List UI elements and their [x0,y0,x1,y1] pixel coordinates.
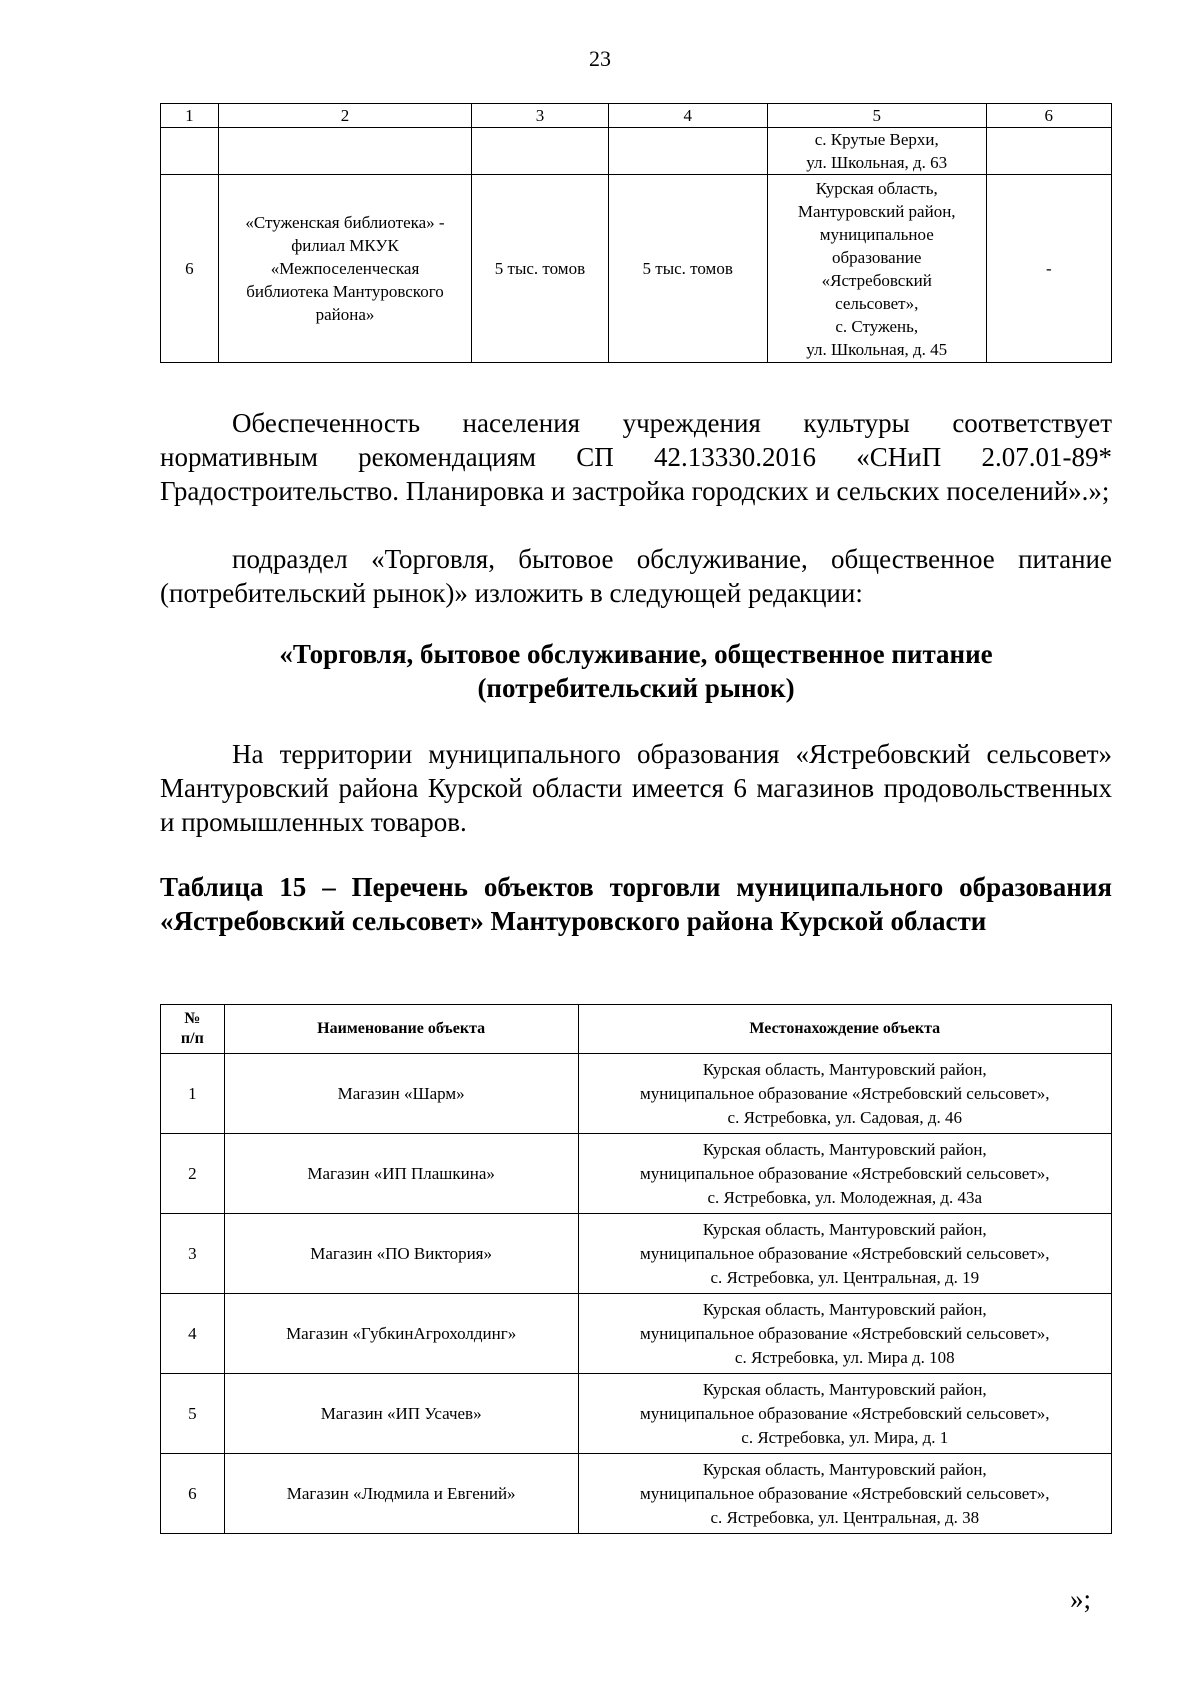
shop-name: Магазин «ИП Плашкина» [224,1134,578,1214]
empty-cell [161,128,219,175]
shop-name: Магазин «ИП Усачев» [224,1374,578,1454]
paragraph-subsection-edit: подраздел «Торговля, бытовое обслуживание, общественное питание (потребительский рынок)» изложить в следующей редакции: [160,544,1112,608]
empty-cell [986,128,1111,175]
shop-name: Магазин «Людмила и Евгений» [224,1454,578,1534]
shop-name: Магазин «ПО Виктория» [224,1214,578,1294]
column-number-1: 1 [161,104,219,128]
shops-table [160,1004,1112,1534]
row-number: 3 [161,1214,225,1294]
table-header-row [161,1005,1112,1054]
paragraph-shops-count: На территории муниципального образования «Ястребовский сельсовет» Мантуровский района Курской области имеется 6 магазинов продовольственных и промышленных товаров. [160,739,1112,837]
page-number: 23 [589,46,611,71]
empty-cell [608,128,767,175]
address-cell: Курская область, Мантуровский район, муниципальное образование «Ястребовский сельсовет», с. Стужень, ул. Школьная, д. 45 [767,175,986,363]
row-number: 1 [161,1054,225,1134]
column-number-6: 6 [986,104,1111,128]
library-name: «Стуженская библиотека» - филиал МКУК «Межпоселенческая библиотека Мантуровского района» [218,175,472,363]
row-number: 6 [161,1454,225,1534]
table-row [161,1454,1112,1534]
shop-location: Курская область, Мантуровский район, муниципальное образование «Ястребовский сельсовет», с. Ястребовка, ул. Центральная, д. 19 [578,1214,1111,1294]
note-cell: - [986,175,1111,363]
paragraph-culture-provision: Обеспеченность населения учреждения культуры соответствует нормативным рекомендациям СП 42.13330.2016 «СНиП 2.07.01-89* Градостроительство. Планировка и застройка городских и сельских поселений».»; [160,408,1112,506]
shop-name: Магазин «ГубкинАгрохолдинг» [224,1294,578,1374]
row-number: 4 [161,1294,225,1374]
table-row [161,1134,1112,1214]
fund-size-norm: 5 тыс. томов [608,175,767,363]
shop-location: Курская область, Мантуровский район, муниципальное образование «Ястребовский сельсовет», с. Ястребовка, ул. Садовая, д. 46 [578,1054,1111,1134]
header-object-location: Местонахождение объекта [578,1005,1111,1054]
table-row [161,1374,1112,1454]
header-number: № п/п [161,1005,225,1054]
row-number: 2 [161,1134,225,1214]
column-number-2: 2 [218,104,472,128]
section-heading: «Торговля, бытовое обслуживание, общественное питание (потребительский рынок) [279,639,993,703]
shop-location: Курская область, Мантуровский район, муниципальное образование «Ястребовский сельсовет», с. Ястребовка, ул. Мира, д. 1 [578,1374,1111,1454]
column-number-3: 3 [472,104,608,128]
fund-size: 5 тыс. томов [472,175,608,363]
header-object-name: Наименование объекта [224,1005,578,1054]
column-number-5: 5 [767,104,986,128]
empty-cell [218,128,472,175]
table-row [161,175,1112,363]
closing-quote-mark: »; [1070,1584,1092,1614]
shop-name: Магазин «Шарм» [224,1054,578,1134]
row-number: 6 [161,175,219,363]
table-caption: Таблица 15 – Перечень объектов торговли муниципального образования «Ястребовский сельсовет» Мантуровского района Курской области [160,872,1112,936]
libraries-table-continuation [160,103,1112,363]
shop-location: Курская область, Мантуровский район, муниципальное образование «Ястребовский сельсовет», с. Ястребовка, ул. Мира д. 108 [578,1294,1111,1374]
table-row [161,1054,1112,1134]
shop-location: Курская область, Мантуровский район, муниципальное образование «Ястребовский сельсовет», с. Ястребовка, ул. Центральная, д. 38 [578,1454,1111,1534]
table-row [161,1294,1112,1374]
shop-location: Курская область, Мантуровский район, муниципальное образование «Ястребовский сельсовет», с. Ястребовка, ул. Молодежная, д. 43а [578,1134,1111,1214]
address-cell: с. Крутые Верхи, ул. Школьная, д. 63 [767,128,986,175]
column-number-4: 4 [608,104,767,128]
table-row [161,128,1112,175]
row-number: 5 [161,1374,225,1454]
empty-cell [472,128,608,175]
table-header-row [161,104,1112,128]
table-row [161,1214,1112,1294]
